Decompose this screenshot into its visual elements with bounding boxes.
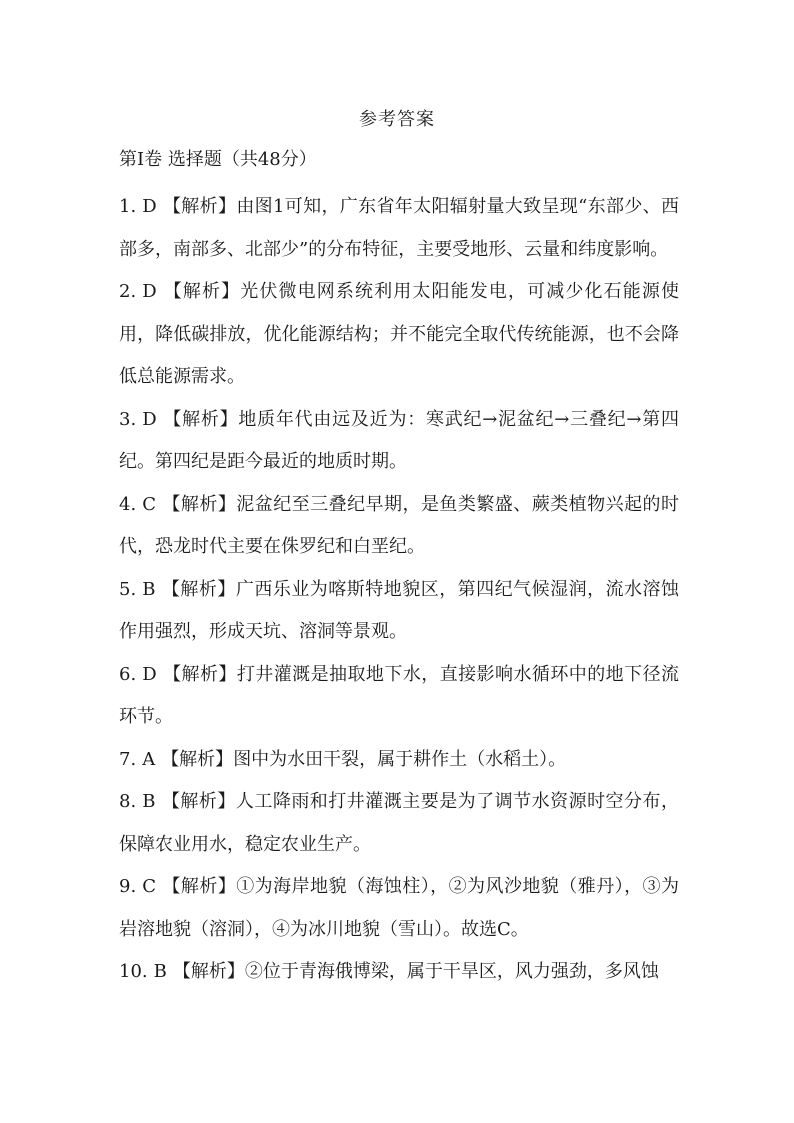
question-number: 5. xyxy=(119,578,137,600)
analysis-tag: 【解析】 xyxy=(162,196,237,217)
analysis-text: 泥盆纪至三叠纪早期，是鱼类繁盛、蕨类植物兴起的时代，恐龙时代主要在侏罗纪和白垩纪。 xyxy=(119,493,679,557)
answer-choice: A xyxy=(142,748,156,770)
analysis-text: ②位于青海俄博梁，属于干旱区，风力强劲，多风蚀 xyxy=(244,961,659,982)
section-heading: 第Ⅰ卷 选择题（共48分） xyxy=(119,149,317,170)
analysis-text: 打井灌溉是抽取地下水，直接影响水循环中的地下径流环节。 xyxy=(119,663,680,727)
question-number: 1. xyxy=(119,196,137,217)
analysis-tag: 【解析】 xyxy=(161,791,236,812)
page-title: 参考答案 xyxy=(359,109,435,130)
analysis-tag: 【解析】 xyxy=(161,748,234,770)
analysis-tag: 【解析】 xyxy=(161,578,236,600)
analysis-tag: 【解析】 xyxy=(161,493,237,515)
analysis-text: 人工降雨和打井灌溉主要是为了调节水资源时空分布，保障农业用水，稳定农业生产。 xyxy=(119,791,680,855)
analysis-tag: 【解析】 xyxy=(172,961,245,982)
analysis-tag: 【解析】 xyxy=(162,408,239,430)
answer-item xyxy=(119,739,679,782)
answer-item xyxy=(119,654,679,739)
answer-choice: B xyxy=(142,791,156,812)
question-number: 9. xyxy=(119,876,137,897)
answer-item xyxy=(119,399,679,484)
analysis-tag: 【解析】 xyxy=(161,876,237,897)
answer-item xyxy=(119,866,679,951)
answer-item xyxy=(119,271,679,399)
answer-choice: D xyxy=(142,281,157,302)
analysis-text: 图中为水田干裂，属于耕作土（水稻土）。 xyxy=(233,748,567,770)
answer-choice: C xyxy=(142,876,156,897)
analysis-tag: 【解析】 xyxy=(162,281,241,302)
question-number: 8. xyxy=(119,791,137,812)
answer-choice: D xyxy=(142,663,157,685)
question-number: 6. xyxy=(119,663,137,685)
answer-choice: D xyxy=(142,408,157,430)
question-number: 10. xyxy=(119,961,148,982)
analysis-text: 由图1可知，广东省年太阳辐射量大致呈现“东部少、西部多，南部多、北部少”的分布特征，主要受地形、云量和纬度影响。 xyxy=(119,196,680,260)
answer-list xyxy=(119,186,679,994)
analysis-text: 光伏微电网系统利用太阳能发电，可减少化石能源使用，降低碳排放，优化能源结构；并不能完全取代传统能源，也不会降低总能源需求。 xyxy=(119,281,679,387)
answer-item xyxy=(119,951,679,994)
analysis-text: 地质年代由远及近为：寒武纪→泥盆纪→三叠纪→第四纪。第四纪是距今最近的地质时期。 xyxy=(119,408,680,472)
question-number: 2. xyxy=(119,281,137,302)
analysis-tag: 【解析】 xyxy=(162,663,237,685)
question-number: 4. xyxy=(119,493,137,515)
analysis-text: ①为海岸地貌（海蚀柱），②为风沙地貌（雅丹），③为岩溶地貌（溶洞），④为冰川地貌（雪山）。故选C。 xyxy=(119,876,680,940)
answer-item xyxy=(119,569,679,654)
answer-choice: B xyxy=(153,961,167,982)
answer-item xyxy=(119,484,679,569)
answer-item xyxy=(119,781,679,866)
analysis-text: 广西乐业为喀斯特地貌区，第四纪气候湿润，流水溶蚀作用强烈，形成天坑、溶洞等景观。 xyxy=(119,578,680,642)
answer-choice: B xyxy=(142,578,156,600)
question-number: 3. xyxy=(119,408,137,430)
answer-item xyxy=(119,186,679,271)
answer-choice: D xyxy=(142,196,157,217)
question-number: 7. xyxy=(119,748,137,770)
answer-choice: C xyxy=(142,493,156,515)
